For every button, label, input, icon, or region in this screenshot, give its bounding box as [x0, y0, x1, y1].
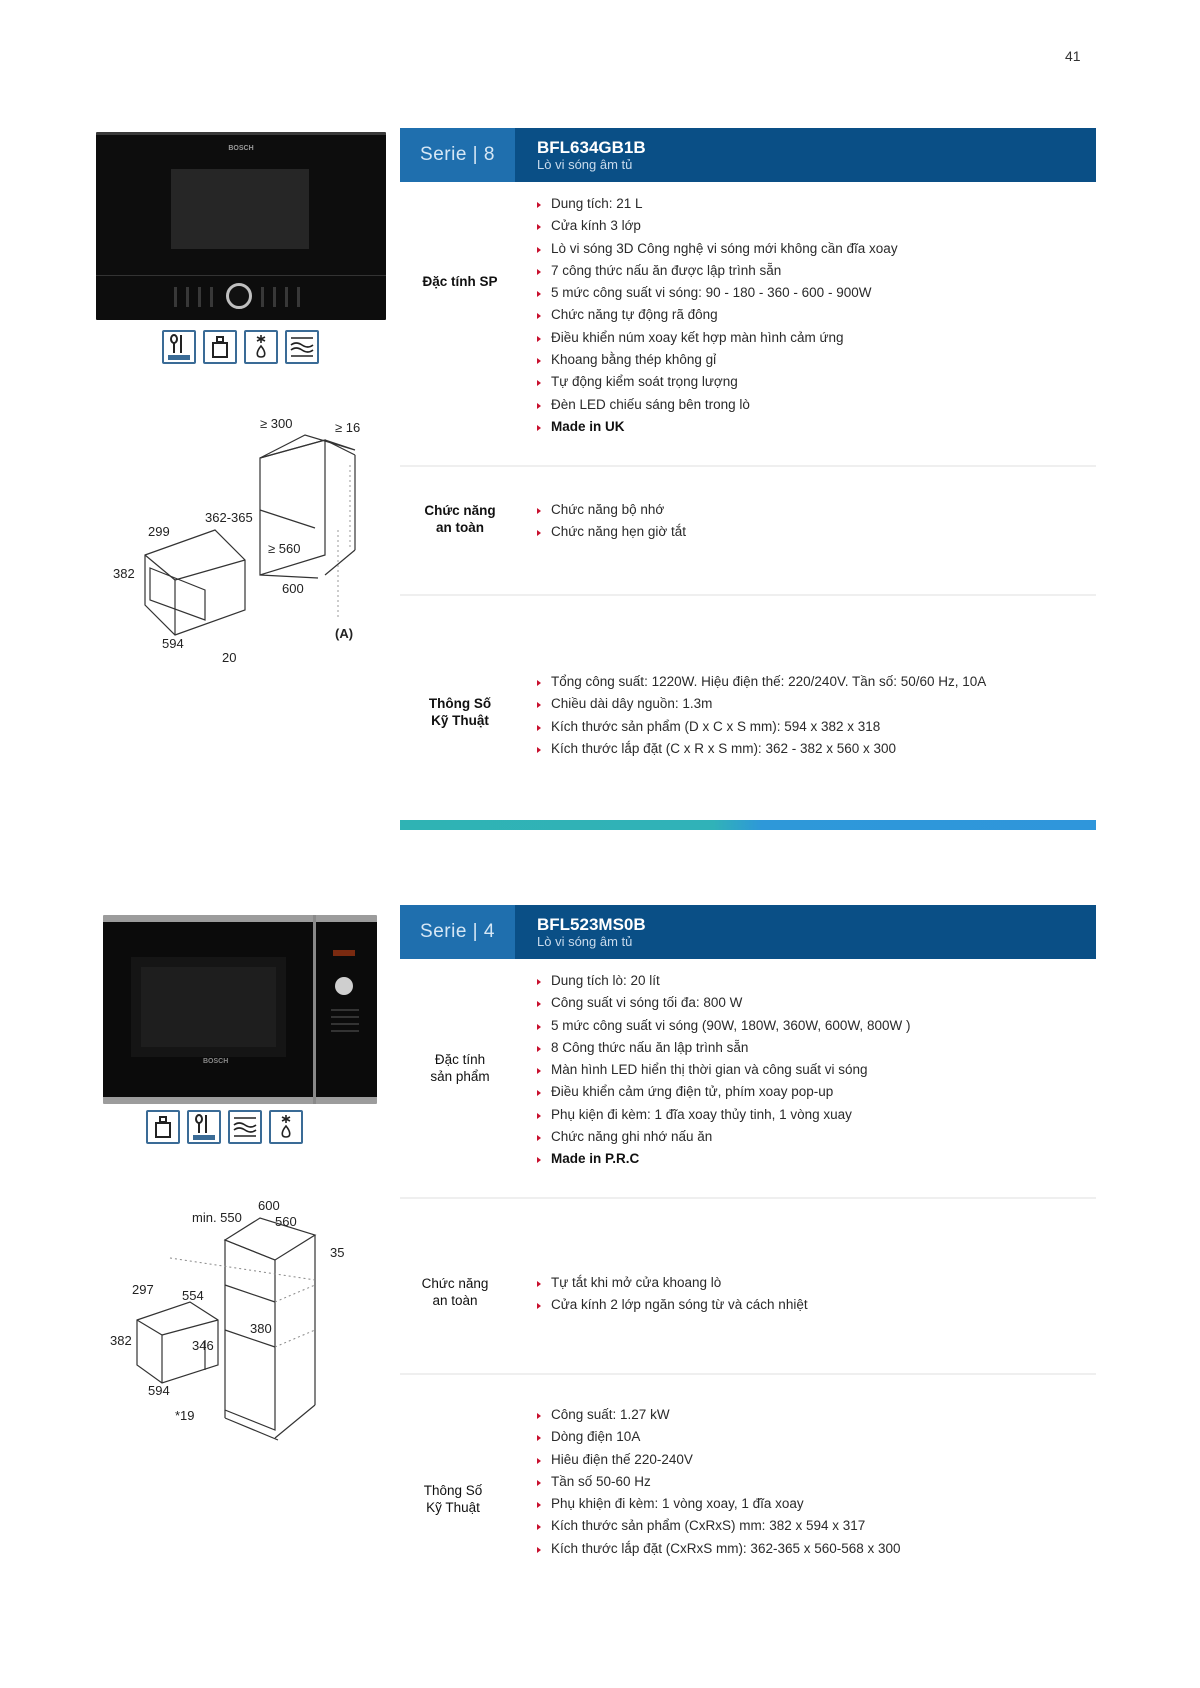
features-list: [535, 970, 910, 1171]
list-item: Dung tích lò: 20 lít: [535, 970, 910, 992]
divider: [400, 1197, 1096, 1199]
features-label: Đặc tính SP: [422, 274, 498, 289]
list-item: Chức năng bộ nhớ: [535, 499, 686, 521]
svg-text:382: 382: [113, 566, 135, 581]
installation-diagram: [110, 410, 390, 670]
safety-label: Chức năng an toàn: [424, 503, 496, 535]
list-item: 8 Công thức nấu ăn lập trình sẵn: [535, 1037, 910, 1059]
touch-controls-right[interactable]: [261, 287, 306, 307]
svg-text:*19: *19: [175, 1408, 195, 1423]
weight-icon: [203, 330, 237, 364]
svg-text:≥ 16: ≥ 16: [335, 420, 361, 435]
defrost-icon: [244, 330, 278, 364]
list-item: Tự động kiểm soát trọng lượng: [535, 371, 898, 393]
list-item: Cửa kính 3 lớp: [535, 215, 898, 237]
serie-badge: Serie | 4: [400, 905, 515, 959]
specs-list: [535, 671, 986, 760]
divider: [400, 465, 1096, 467]
list-item: Tổng công suất: 1220W. Hiệu điện thế: 220/240V. Tần số: 50/60 Hz, 10A: [535, 671, 986, 693]
list-item: Made in UK: [535, 416, 898, 438]
list-item: Lò vi sóng 3D Công nghệ vi sóng mới không cần đĩa xoay: [535, 238, 898, 260]
svg-text:≥ 300: ≥ 300: [260, 416, 293, 431]
specs-label: Thông Số Kỹ Thuật: [428, 696, 492, 728]
oven-window: [141, 967, 276, 1047]
svg-text:560: 560: [275, 1214, 297, 1229]
defrost-icon: [269, 1110, 303, 1144]
autopilot-7-icon: [162, 330, 196, 364]
control-knob[interactable]: [335, 977, 353, 995]
product-image: [96, 132, 386, 320]
oven-window: [171, 169, 309, 249]
features-label: Đặc tính sản phẩm: [430, 1052, 490, 1084]
list-item: Khoang bằng thép không gỉ: [535, 349, 898, 371]
svg-text:346: 346: [192, 1338, 214, 1353]
svg-text:297: 297: [132, 1282, 154, 1297]
list-item: Kích thước lắp đặt (C x R x S mm): 362 - 382 x 560 x 300: [535, 738, 986, 760]
features-list: [535, 193, 898, 438]
list-item: Công suất vi sóng tối đa: 800 W: [535, 992, 910, 1014]
list-item: Chiều dài dây nguồn: 1.3m: [535, 693, 986, 715]
safety-list: [535, 1272, 808, 1317]
touch-controls-left[interactable]: [174, 287, 219, 307]
list-item: 7 công thức nấu ăn được lập trình sẵn: [535, 260, 898, 282]
list-item: Kích thước sản phẩm (CxRxS) mm: 382 x 594 x 317: [535, 1515, 901, 1537]
svg-text:35: 35: [330, 1245, 345, 1260]
product-type: Lò vi sóng âm tủ: [537, 933, 633, 949]
specs-label: Thông Số Kỹ Thuật: [423, 1483, 483, 1515]
svg-text:600: 600: [282, 581, 304, 596]
list-item: Cửa kính 2 lớp ngăn sóng từ và cách nhiệt: [535, 1294, 808, 1316]
touch-keypad[interactable]: [331, 1007, 359, 1037]
weight-icon: [146, 1110, 180, 1144]
product-header: [400, 905, 1096, 959]
specs-list: [535, 1404, 901, 1560]
svg-text:382: 382: [110, 1333, 132, 1348]
divider: [400, 594, 1096, 596]
divider: [400, 1373, 1096, 1375]
list-item: 5 mức công suất vi sóng (90W, 180W, 360W, 600W, 800W ): [535, 1015, 910, 1037]
serie-badge: Serie | 8: [400, 128, 515, 182]
list-item: Made in P.R.C: [535, 1148, 910, 1170]
list-item: 5 mức công suất vi sóng: 90 - 180 - 360 - 600 - 900W: [535, 282, 898, 304]
svg-text:362-365: 362-365: [205, 510, 253, 525]
list-item: Dòng điện 10A: [535, 1426, 901, 1448]
svg-text:20: 20: [222, 650, 237, 665]
svg-text:554: 554: [182, 1288, 204, 1303]
panel-divider: [313, 915, 316, 1104]
list-item: Màn hình LED hiển thị thời gian và công suất vi sóng: [535, 1059, 910, 1081]
microwave-waves-icon: [228, 1110, 262, 1144]
list-item: Tần số 50-60 Hz: [535, 1471, 901, 1493]
svg-text:min. 550: min. 550: [192, 1210, 242, 1225]
svg-text:380: 380: [250, 1321, 272, 1336]
product-image: [103, 915, 377, 1104]
safety-list: [535, 499, 686, 544]
installation-diagram: [110, 1190, 370, 1460]
list-item: Chức năng ghi nhớ nấu ăn: [535, 1126, 910, 1148]
list-item: Kích thước lắp đặt (CxRxS mm): 362-365 x 560-568 x 300: [535, 1538, 901, 1560]
list-item: Tự tắt khi mở cửa khoang lò: [535, 1272, 808, 1294]
control-knob[interactable]: [226, 283, 252, 309]
brand-logo: BOSCH: [228, 145, 254, 152]
model-number: BFL523MS0B: [537, 914, 646, 934]
list-item: Điều khiển núm xoay kết hợp màn hình cảm ứng: [535, 327, 898, 349]
safety-label: Chức năng an toàn: [421, 1276, 489, 1308]
list-item: Phụ khiện đi kèm: 1 vòng xoay, 1 đĩa xoay: [535, 1493, 901, 1515]
page-number: 41: [1065, 48, 1081, 64]
autopilot-8-icon: [187, 1110, 221, 1144]
model-number: BFL634GB1B: [537, 137, 646, 157]
section-divider-bar: [400, 820, 1096, 830]
list-item: Đèn LED chiếu sáng bên trong lò: [535, 394, 898, 416]
svg-text:600: 600: [258, 1198, 280, 1213]
product-header: [400, 128, 1096, 182]
list-item: Điều khiển cảm ứng điện tử, phím xoay pop-up: [535, 1081, 910, 1103]
microwave-waves-icon: [285, 330, 319, 364]
list-item: Công suất: 1.27 kW: [535, 1404, 901, 1426]
svg-text:594: 594: [162, 636, 184, 651]
list-item: Hiêu điện thế 220-240V: [535, 1449, 901, 1471]
product-type: Lò vi sóng âm tủ: [537, 156, 633, 172]
svg-text:594: 594: [148, 1383, 170, 1398]
svg-text:(A): (A): [335, 626, 354, 641]
list-item: Phụ kiện đi kèm: 1 đĩa xoay thủy tinh, 1 vòng xuay: [535, 1104, 910, 1126]
list-item: Chức năng hẹn giờ tắt: [535, 521, 686, 543]
list-item: Chức năng tự động rã đông: [535, 304, 898, 326]
svg-text:≥ 560: ≥ 560: [268, 541, 301, 556]
led-display: [333, 950, 355, 956]
list-item: Kích thước sản phẩm (D x C x S mm): 594 x 382 x 318: [535, 716, 986, 738]
list-item: Dung tích: 21 L: [535, 193, 898, 215]
brand-logo: BOSCH: [203, 1058, 229, 1065]
control-strip: [96, 275, 386, 276]
svg-text:299: 299: [148, 524, 170, 539]
